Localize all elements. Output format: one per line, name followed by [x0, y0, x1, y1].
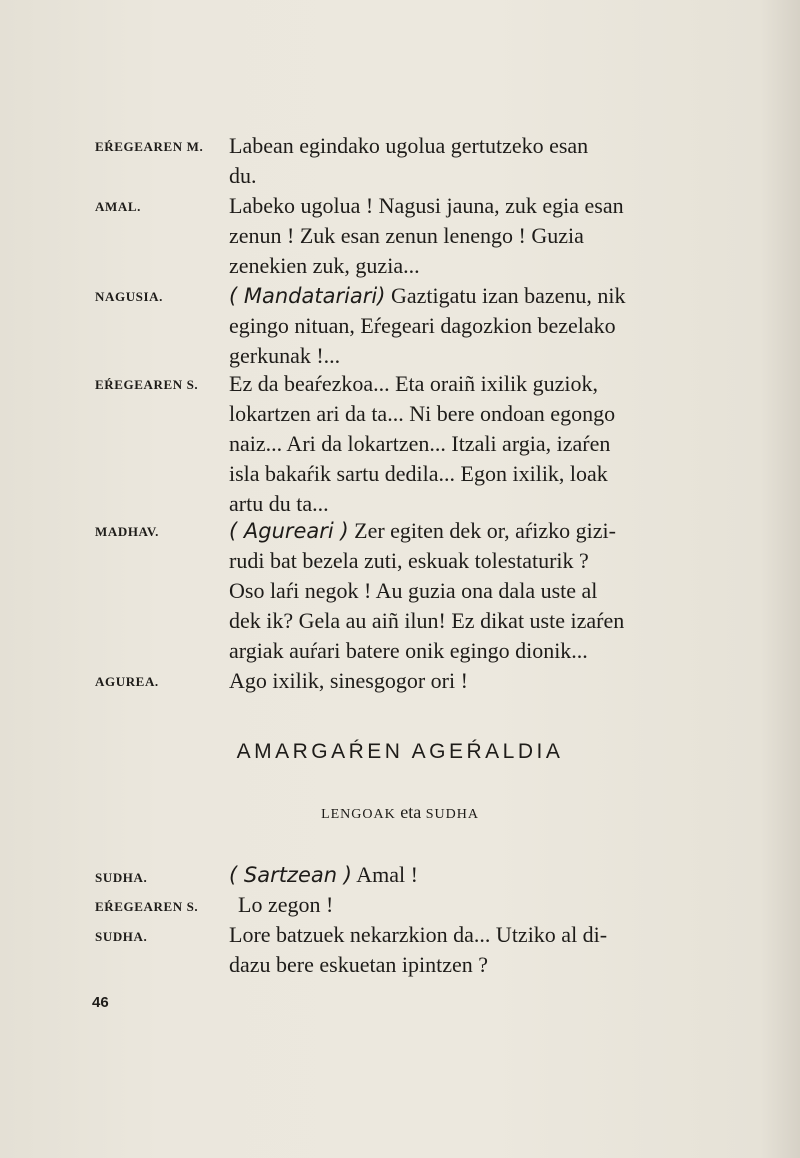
scene-characters-2: eta — [400, 802, 422, 822]
stage-direction: ( Agureari ) — [229, 519, 349, 543]
dialogue-line: gerkunak !... — [229, 343, 341, 368]
dialogue-line: Lore batzuek nekarzkion da... Utziko al di- — [229, 922, 608, 947]
dialogue-line — [229, 518, 616, 544]
scene-characters-1: LENGOAK — [321, 807, 396, 822]
dialogue-text: Gaztigatu izan bazenu, nik — [385, 283, 626, 308]
dialogue-line: zenekien zuk, guzia... — [229, 253, 420, 278]
scene-heading: AMARGAŔEN AGEŔALDIA — [236, 740, 564, 763]
dialogue-line: zenun ! Zuk esan zenun lenengo ! Guzia — [229, 223, 584, 248]
dialogue-line: Ago ixilik, sinesgogor ori ! — [229, 668, 468, 693]
dialogue-line — [229, 283, 626, 309]
speaker-amal: AMAL. — [95, 199, 141, 214]
speaker-madhav: MADHAV. — [95, 524, 160, 539]
scene-characters — [0, 802, 800, 823]
dialogue-text: Zer egiten dek or, aŕizko gizi- — [348, 518, 616, 543]
dialogue-line: argiak auŕari batere onik egingo dionik... — [229, 638, 588, 663]
stage-direction: ( Sartzean ) — [229, 863, 352, 887]
dialogue-line: dek ik? Gela au aiñ ilun! Ez dikat uste izaŕen — [229, 608, 625, 633]
dialogue-line: lokartzen ari da ta... Ni bere ondoan egongo — [229, 401, 616, 426]
dialogue-line: Oso laŕi negok ! Au guzia ona dala uste al — [229, 578, 598, 603]
dialogue-line: rudi bat bezela zuti, eskuak tolestaturik ? — [229, 548, 589, 573]
speaker-nagusia: NAGUSIA. — [95, 289, 164, 304]
speaker-sudha: SUDHA. — [95, 870, 148, 885]
speaker-eregearen-m: EŔEGEAREN M. — [95, 139, 204, 154]
page-number: 46 — [92, 994, 109, 1011]
dialogue-text: Amal ! — [351, 862, 418, 887]
dialogue-line: naiz... Ari da lokartzen... Itzali argia, izaŕen — [229, 431, 611, 456]
speaker-sudha: SUDHA. — [95, 929, 148, 944]
dialogue-line: artu du ta... — [229, 491, 329, 516]
stage-direction: ( Mandatariari) — [229, 284, 386, 308]
speaker-eregearen-s: EŔEGEAREN S. — [95, 899, 199, 914]
scene-characters-3: SUDHA — [425, 807, 479, 822]
dialogue-line: isla bakaŕik sartu dedila... Egon ixilik, loak — [229, 461, 608, 486]
dialogue-line: Ez da beaŕezkoa... Eta oraiñ ixilik guziok, — [229, 371, 598, 396]
dialogue-line: egingo nituan, Eŕegeari dagozkion bezelako — [229, 313, 616, 338]
dialogue-line: du. — [229, 163, 257, 188]
dialogue-line: Labean egindako ugolua gertutzeko esan — [229, 133, 589, 158]
dialogue-line: Labeko ugolua ! Nagusi jauna, zuk egia esan — [229, 193, 624, 218]
speaker-agurea: AGUREA. — [95, 674, 159, 689]
speaker-eregearen-s: EŔEGEAREN S. — [95, 377, 199, 392]
dialogue-line: dazu bere eskuetan ipintzen ? — [229, 952, 488, 977]
dialogue-line — [229, 862, 418, 888]
dialogue-line: Lo zegon ! — [238, 892, 334, 917]
